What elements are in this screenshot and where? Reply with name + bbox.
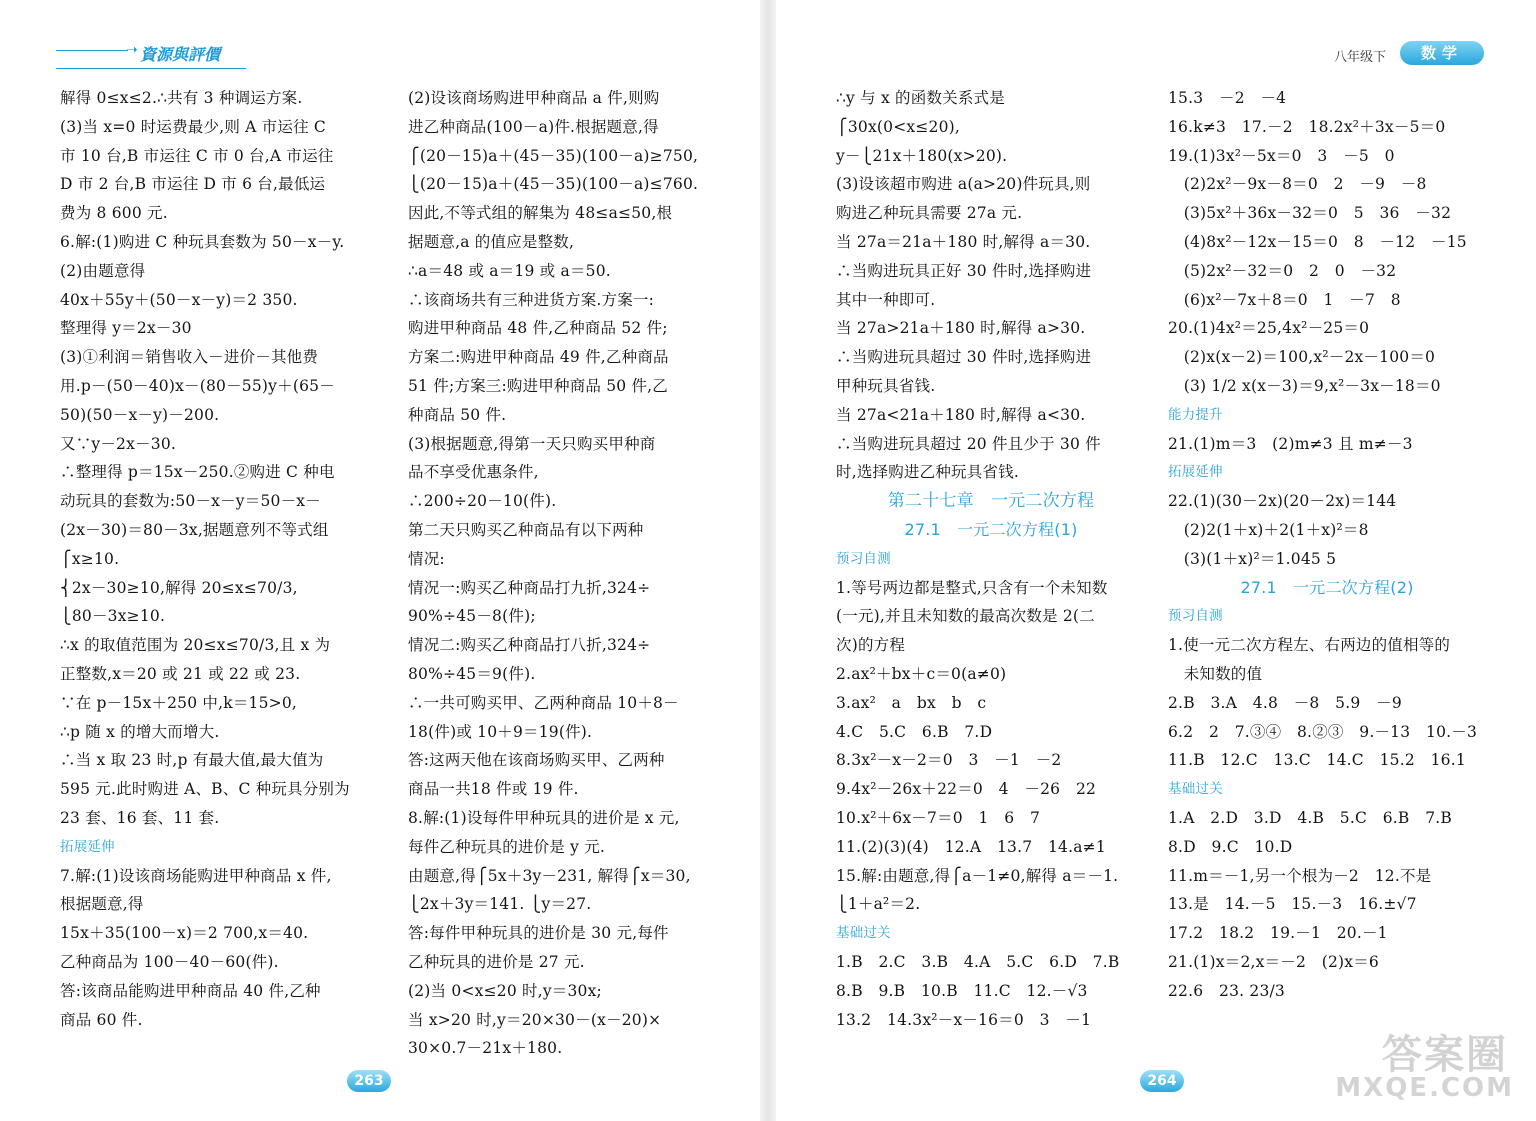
answer-line: (3)根据题意,得第一天只购买甲种商 (408, 434, 656, 453)
answer-line: 11.(2)(3)(4) 12.A 13.7 14.a≠1 (836, 837, 1106, 856)
answer-column-4 (1168, 84, 1486, 1006)
answer-line: 当 x>20 时,y＝20×30－(x－20)× (408, 1010, 662, 1029)
answer-line: 未知数的值 (1168, 664, 1263, 683)
answer-line: 时,选择购进乙种玩具省钱. (836, 463, 1019, 482)
left-page (0, 0, 760, 1121)
answer-line: (2)设该商场购进甲种商品 a 件,则购 (408, 89, 660, 107)
section-heading: 基础过关 (1168, 781, 1223, 798)
answer-line: 答:每件甲种玩具的进价是 30 元,每件 (408, 924, 669, 943)
chapter-title: 第二十七章 一元二次方程 (887, 491, 1095, 512)
answer-line: 当 27a＝21a＋180 时,解得 a＝30. (836, 232, 1091, 251)
answer-line: (3)当 x=0 时运费最少,则 A 市运往 C (60, 117, 326, 136)
answer-line: 10.x²＋6x－7＝0 1 6 7 (836, 808, 1041, 827)
answer-column-2 (408, 84, 708, 1063)
watermark-logo (1318, 1019, 1518, 1107)
answer-line: 情况一:购买乙种商品打九折,324÷ (408, 578, 651, 597)
answer-line: (2)2x²－9x－8＝0 2 －9 －8 (1168, 175, 1427, 194)
answer-line: 当 27a<21a＋180 时,解得 a<30. (836, 405, 1086, 424)
answer-line: 据题意,a 的值应是整数, (408, 232, 575, 251)
answer-line: 其中一种即可. (836, 290, 936, 309)
answer-line: 21.(1)m＝3 (2)m≠3 且 m≠－3 (1168, 434, 1413, 453)
answer-line: 13.2 14.3x²－x－16＝0 3 －1 (836, 1010, 1092, 1029)
answer-line: ∴当购进玩具超过 30 件时,选择购进 (836, 348, 1092, 367)
answer-line: 18(件)或 10＋9＝19(件). (408, 722, 593, 741)
answer-line: 15x＋35(100－x)＝2 700,x＝40. (60, 924, 309, 943)
answer-line: ∴整理得 p＝15x－250.②购进 C 种电 (60, 463, 335, 482)
answer-line: 6.2 2 7.③④ 8.②③ 9.－13 10.－3 (1168, 722, 1478, 741)
answer-line: ∴当 x 取 23 时,p 有最大值,最大值为 (60, 751, 324, 770)
answer-line: 方案二:购进甲种商品 49 件,乙种商品 (408, 348, 669, 367)
answer-line: 20.(1)4x²＝25,4x²－25＝0 (1168, 319, 1370, 338)
answer-line: 市 10 台,B 市运往 C 市 0 台,A 市运往 (60, 146, 334, 165)
answer-line: 8.解:(1)设每件甲种玩具的进价是 x 元, (408, 808, 680, 827)
answer-line: 每件乙种玩具的进价是 y 元. (408, 837, 606, 856)
header-grade: 八年级下 (1334, 50, 1387, 65)
answer-line: 1.A 2.D 3.D 4.B 5.C 6.B 7.B (1168, 808, 1452, 827)
answer-line: 购进乙种玩具需要 27a 元. (836, 204, 1023, 223)
section-heading: 拓展延伸 (60, 838, 115, 855)
answer-line: 乙种玩具的进价是 27 元. (408, 952, 585, 971)
lesson-title: 27.1 一元二次方程(1) (904, 519, 1078, 539)
answer-line: 8.B 9.B 10.B 11.C 12.－√3 (836, 981, 1088, 1000)
answer-line: (一元),并且未知数的最高次数是 2(二 (836, 607, 1095, 626)
subject-badge: 数学 (1400, 41, 1484, 65)
answer-line: ⎩2x＋3y＝141. ⎩y＝27. (408, 895, 592, 914)
answer-line: ∴x 的取值范围为 20≤x≤70/3,且 x 为 (60, 636, 331, 655)
answer-line: 品不享受优惠条件, (408, 463, 539, 482)
answer-line: 情况: (408, 549, 445, 568)
answer-line: (2)由题意得 (60, 261, 146, 280)
answer-line: 15.3 －2 －4 (1168, 89, 1287, 107)
answer-line: 51 件;方案三:购进甲种商品 50 件,乙 (408, 376, 668, 395)
answer-line: 3.ax² a bx b c (836, 693, 987, 712)
arrow-icon: ➝ (126, 42, 138, 58)
answer-column-3 (836, 84, 1146, 1034)
answer-line: 19.(1)3x²－5x＝0 3 －5 0 (1168, 146, 1395, 165)
answer-line: 整理得 y＝2x－30 (60, 319, 192, 338)
answer-line: (2)2(1＋x)＋2(1＋x)²＝8 (1168, 520, 1369, 539)
section-heading: 预习自测 (1168, 608, 1223, 625)
answer-line: ∴当购进玩具正好 30 件时,选择购进 (836, 261, 1092, 280)
answer-line: 595 元.此时购进 A、B、C 种玩具分别为 (60, 780, 350, 799)
answer-line: 11.B 12.C 13.C 14.C 15.2 16.1 (1168, 751, 1466, 770)
answer-line: 由题意,得⎧5x＋3y－231, 解得⎧x＝30, (408, 866, 691, 885)
page-number-right: 264 (1140, 1070, 1184, 1092)
answer-line: (3) 1/2 x(x－3)＝9,x²－3x－18＝0 (1168, 376, 1441, 395)
answer-line: ⎩80－3x≥10. (60, 607, 166, 626)
answer-line: 答:这两天他在该商场购买甲、乙两种 (408, 751, 665, 770)
answer-line: 动玩具的套数为:50－x－y＝50－x－ (60, 492, 321, 511)
answer-line: 根据题意,得 (60, 895, 144, 914)
left-header (56, 40, 276, 68)
answer-line: 商品一共18 件或 19 件. (408, 780, 579, 799)
answer-line: 22.6 23. 23/3 (1168, 981, 1285, 1000)
answer-line: 15.解:由题意,得⎧a－1≠0,解得 a＝－1. (836, 866, 1119, 885)
right-page (776, 0, 1536, 1121)
right-header (1300, 38, 1490, 68)
answer-line: 7.解:(1)设该商场能购进甲种商品 x 件, (60, 866, 332, 885)
answer-line: ∴该商场共有三种进货方案.方案一: (408, 290, 655, 309)
answer-line: y－⎩21x＋180(x>20). (836, 146, 1008, 165)
answer-line: 30×0.7－21x＋180. (408, 1039, 563, 1058)
answer-line: ∴一共可购买甲、乙两种商品 10＋8－ (408, 693, 679, 712)
page-gutter (760, 0, 776, 1121)
answer-line: (3)设该超市购进 a(a>20)件玩具,则 (836, 175, 1091, 194)
answer-line: (2x－30)＝80－3x,据题意列不等式组 (60, 520, 329, 539)
answer-line: 商品 60 件. (60, 1010, 143, 1029)
answer-line: 费为 8 600 元. (60, 204, 168, 223)
section-heading: 基础过关 (836, 925, 891, 942)
answer-line: ∴p 随 x 的增大而增大. (60, 722, 220, 741)
answer-line: 8.D 9.C 10.D (1168, 837, 1293, 856)
answer-line: 80%÷45＝9(件). (408, 664, 536, 683)
answer-line: ∴200÷20－10(件). (408, 492, 557, 511)
answer-line: 17.2 18.2 19.－1 20.－1 (1168, 924, 1388, 943)
lesson-title: 27.1 一元二次方程(2) (1240, 577, 1414, 597)
answer-line: 1.B 2.C 3.B 4.A 5.C 6.D 7.B (836, 952, 1120, 971)
answer-line: ∴a＝48 或 a＝19 或 a＝50. (408, 261, 611, 280)
answer-line: 乙种商品为 100－40－60(件). (60, 952, 279, 971)
answer-line: ⎩(20－15)a＋(45－35)(100－a)≤760. (408, 175, 699, 194)
answer-line: (3)①利润＝销售收入－进价－其他费 (60, 348, 319, 367)
answer-line: ∵在 p－15x＋250 中,k＝15>0, (60, 693, 298, 712)
section-heading: 预习自测 (836, 550, 891, 567)
answer-line: 90%÷45－8(件); (408, 607, 536, 626)
answer-line: ∴y 与 x 的函数关系式是 (836, 89, 1005, 107)
answer-line: 6.解:(1)购进 C 种玩具套数为 50－x－y. (60, 232, 345, 251)
answer-line: 9.4x²－26x＋22＝0 4 －26 22 (836, 780, 1097, 799)
answer-line: ∴当购进玩具超过 20 件且少于 30 件 (836, 434, 1101, 453)
header-brand: 資源與評價 (140, 45, 221, 64)
answer-line: 情况二:购买乙种商品打八折,324÷ (408, 636, 651, 655)
answer-line: 又∵y－2x－30. (60, 434, 177, 453)
answer-line: 当 27a>21a＋180 时,解得 a>30. (836, 319, 1086, 338)
answer-line: D 市 2 台,B 市运往 D 市 6 台,最低运 (60, 175, 326, 194)
answer-line: 50)(50－x－y)－200. (60, 405, 220, 424)
answer-line: 8.3x²－x－2＝0 3 －1 －2 (836, 751, 1062, 770)
answer-line: 11.m＝－1,另一个根为－2 12.不是 (1168, 866, 1432, 885)
answer-line: 甲种玩具省钱. (836, 376, 936, 395)
answer-line: 13.是 14.－5 15.－3 16.±√7 (1168, 895, 1417, 914)
answer-line: 1.使一元二次方程左、右两边的值相等的 (1168, 636, 1451, 655)
answer-column-1 (60, 84, 390, 1034)
watermark-text: 答案圈 (1382, 1032, 1508, 1078)
answer-line: 4.C 5.C 6.B 7.D (836, 722, 993, 741)
answer-line: 22.(1)(30－2x)(20－2x)＝144 (1168, 492, 1397, 511)
answer-line: ⎧x≥10. (60, 549, 120, 568)
answer-line: 购进甲种商品 48 件,乙种商品 52 件; (408, 319, 668, 338)
section-heading: 拓展延伸 (1168, 464, 1223, 481)
answer-line: 21.(1)x＝2,x＝－2 (2)x＝6 (1168, 952, 1379, 971)
answer-line: (2)当 0<x≤20 时,y＝30x; (408, 981, 602, 1000)
answer-line: 40x＋55y＋(50－x－y)＝2 350. (60, 290, 298, 309)
answer-line: (2)x(x－2)＝100,x²－2x－100＝0 (1168, 348, 1436, 367)
answer-line: 种商品 50 件. (408, 405, 507, 424)
answer-line: 1.等号两边都是整式,只含有一个未知数 (836, 578, 1108, 597)
answer-line: 16.k≠3 17.－2 18.2x²＋3x－5＝0 (1168, 117, 1446, 136)
answer-line: ⎧30x(0<x≤20), (836, 117, 961, 136)
answer-line: (3)5x²＋36x－32＝0 5 36 －32 (1168, 204, 1452, 223)
answer-line: 次)的方程 (836, 636, 906, 655)
answer-line: (5)2x²－32＝0 2 0 －32 (1168, 261, 1397, 280)
answer-line: 用.p－(50－40)x－(80－55)y＋(65－ (60, 376, 335, 395)
answer-line: (6)x²－7x＋8＝0 1 －7 8 (1168, 290, 1401, 309)
answer-line: 第二天只购买乙种商品有以下两种 (408, 520, 644, 539)
answer-line: ⎩1＋a²＝2. (836, 895, 921, 914)
answer-line: 因此,不等式组的解集为 48≤a≤50,根 (408, 204, 673, 223)
answer-line: ⎧(20－15)a＋(45－35)(100－a)≥750, (408, 146, 699, 165)
answer-line: 23 套、16 套、11 套. (60, 808, 220, 827)
answer-line: (4)8x²－12x－15＝0 8 －12 －15 (1168, 232, 1467, 251)
header-underline (56, 68, 246, 69)
answer-line: 解得 0≤x≤2.∴共有 3 种调运方案. (60, 89, 303, 107)
header-rule (56, 50, 128, 51)
answer-line: 正整数,x＝20 或 21 或 22 或 23. (60, 664, 301, 683)
answer-line: (3)(1＋x)²＝1.045 5 (1168, 549, 1337, 568)
answer-line: 答:该商品能购进甲种商品 40 件,乙种 (60, 981, 321, 1000)
section-heading: 能力提升 (1168, 406, 1223, 423)
answer-line: ⎨2x－30≥10,解得 20≤x≤70/3, (60, 578, 298, 597)
answer-line: 2.ax²＋bx＋c＝0(a≠0) (836, 664, 1007, 683)
page-number-left: 263 (347, 1070, 391, 1092)
answer-line: 2.B 3.A 4.8 －8 5.9 －9 (1168, 693, 1402, 712)
watermark-url: MXQE.COM (1335, 1073, 1514, 1103)
answer-line: 进乙种商品(100－a)件.根据题意,得 (408, 117, 659, 136)
